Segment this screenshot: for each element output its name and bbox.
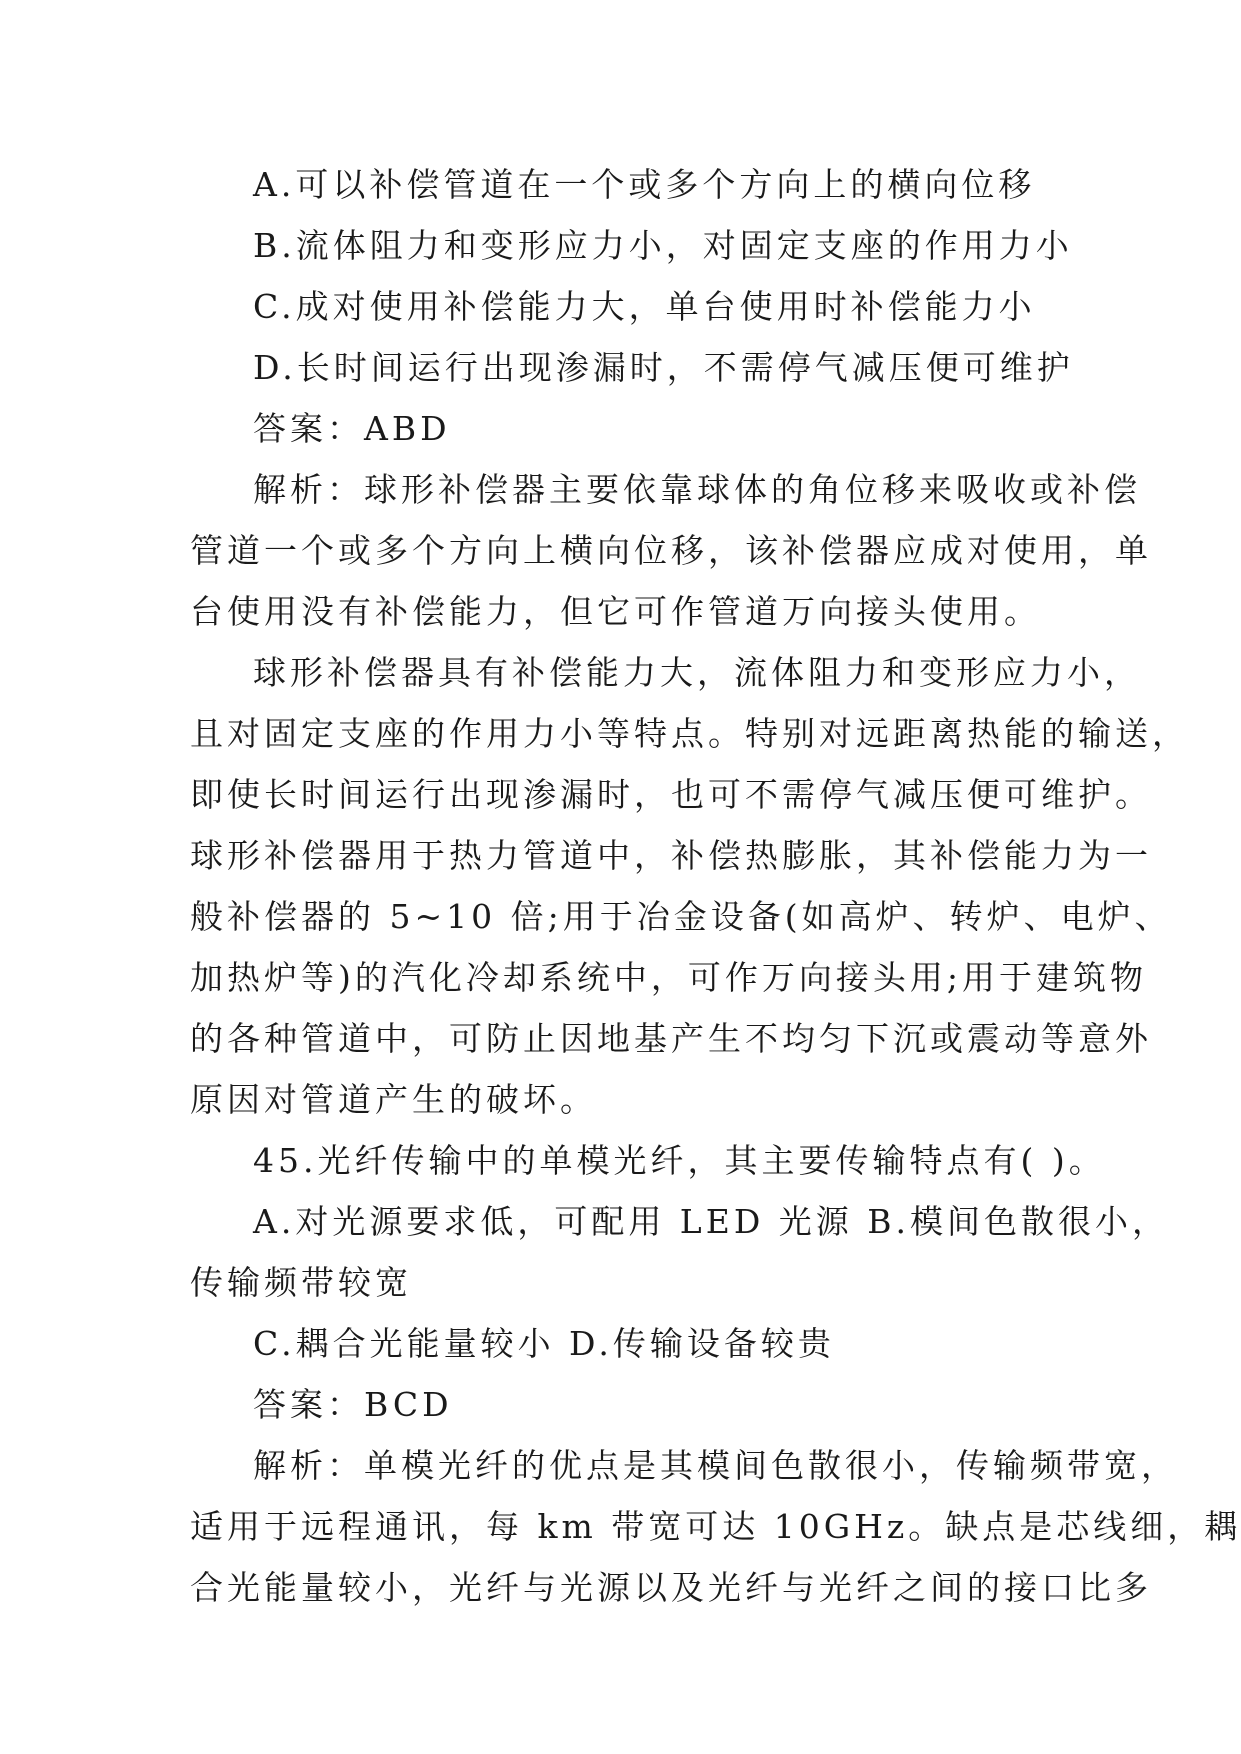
option-c-text: C.成对使用补偿能力大，单台使用时补偿能力小 bbox=[253, 287, 1036, 326]
analysis-paragraph-line: 解析：单模光纤的优点是其模间色散很小，传输频带宽， bbox=[253, 1446, 1178, 1485]
question-45-options-line: C.耦合光能量较小 D.传输设备较贵 bbox=[253, 1324, 835, 1363]
body-paragraph-line: 球形补偿器具有补偿能力大，流体阻力和变形应力小， bbox=[253, 653, 1141, 692]
analysis-paragraph-line: 适用于远程通讯，每 km 带宽可达 10GHz。缺点是芯线细，耦 bbox=[190, 1507, 1241, 1546]
body-paragraph-line: 般补偿器的 5~10 倍;用于冶金设备(如高炉、转炉、电炉、 bbox=[190, 897, 1172, 936]
body-paragraph-line: 原因对管道产生的破坏。 bbox=[190, 1080, 597, 1119]
body-paragraph-line: 加热炉等)的汽化冷却系统中，可作万向接头用;用于建筑物 bbox=[190, 958, 1147, 997]
question-45-options-line: A.对光源要求低，可配用 LED 光源 B.模间色散很小， bbox=[253, 1202, 1169, 1241]
answer-text: 答案：ABD bbox=[253, 409, 451, 448]
body-paragraph-line: 且对固定支座的作用力小等特点。特别对远距离热能的输送， bbox=[190, 714, 1189, 753]
body-paragraph-line: 球形补偿器用于热力管道中，补偿热膨胀，其补偿能力为一 bbox=[190, 836, 1152, 875]
option-b-text: B.流体阻力和变形应力小，对固定支座的作用力小 bbox=[253, 226, 1073, 265]
option-d-text: D.长时间运行出现渗漏时，不需停气减压便可维护 bbox=[253, 348, 1074, 387]
answer-text: 答案：BCD bbox=[253, 1385, 453, 1424]
question-45-text: 45.光纤传输中的单模光纤，其主要传输特点有( )。 bbox=[253, 1141, 1106, 1180]
body-paragraph-line: 的各种管道中，可防止因地基产生不均匀下沉或震动等意外 bbox=[190, 1019, 1152, 1058]
analysis-paragraph-line: 合光能量较小，光纤与光源以及光纤与光纤之间的接口比多 bbox=[190, 1568, 1152, 1607]
analysis-paragraph-line: 台使用没有补偿能力，但它可作管道万向接头使用。 bbox=[190, 592, 1041, 631]
body-paragraph-line: 即使长时间运行出现渗漏时，也可不需停气减压便可维护。 bbox=[190, 775, 1152, 814]
option-a-text: A.可以补偿管道在一个或多个方向上的横向位移 bbox=[253, 165, 1036, 204]
analysis-paragraph-line: 管道一个或多个方向上横向位移，该补偿器应成对使用，单 bbox=[190, 531, 1152, 570]
question-45-options-line: 传输频带较宽 bbox=[190, 1263, 412, 1302]
analysis-paragraph-line: 解析：球形补偿器主要依靠球体的角位移来吸收或补偿 bbox=[253, 470, 1141, 509]
